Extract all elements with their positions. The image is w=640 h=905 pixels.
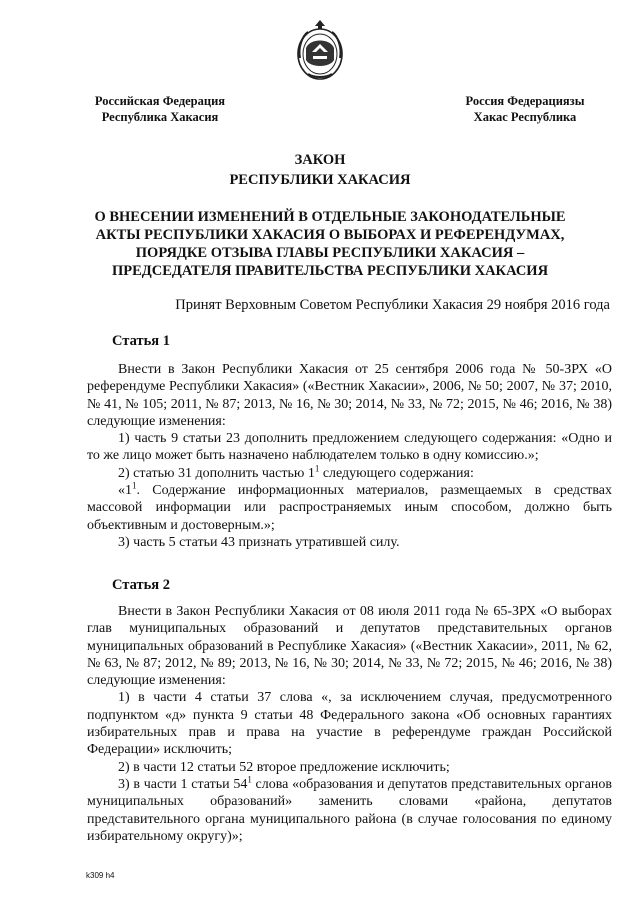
article-1-item-1: 1) часть 9 статьи 23 дополнить предложением следующего содержания: «Одно и то же лицо может быть назначено наблюдателем только в одну комиссию.»;: [87, 431, 612, 464]
article-2-heading: Статья 2: [112, 577, 170, 593]
header-left-line2: Республика Хакасия: [101, 110, 219, 124]
adoption-line: [0, 297, 640, 314]
article-1-intro: Внести в Закон Республики Хакасия от 25 сентября 2006 года № 50-ЗРХ «О референдуме Республики Хакасия» («Вестник Хакасии», 2006, № 50; 2007, № 37; 2010, № 41, № 105; 2011, № 87; 2013, № 16, № 30; 2014, № 33, № 72; 2015, № 46; 2016, № 38) следующие изменения:: [87, 362, 612, 429]
article-2-body: [87, 603, 612, 845]
article-1-quote: «$1^1$. Содержание информационных материалов, размещаемых в средствах массовой информации или распространяемых иным способом, должно быть объективным и достоверным.»;: [87, 480, 612, 533]
document-issuer-title: РЕСПУБЛИКИ ХАКАСИЯ: [229, 172, 411, 188]
adoption-text: Принят Верховным Советом Республики Хакасия 29 ноября 2016 года: [175, 297, 610, 313]
header-left: [85, 93, 235, 125]
article-1-body: [87, 361, 612, 551]
article-2-item-1: 1) в части 4 статьи 37 слова «, за исключением случая, предусмотренного подпунктом «д» пункта 9 статьи 48 Федерального закона «Об основных гарантиях избирательных прав и права на участие в референдуме граждан Российской Федерации» исключить;: [87, 690, 612, 758]
document-type-title: ЗАКОН: [294, 152, 346, 168]
subject-line: О ВНЕСЕНИИ ИЗМЕНЕНИЙ В ОТДЕЛЬНЫЕ ЗАКОНОДАТЕЛЬНЫЕ: [94, 209, 566, 225]
coat-of-arms-emblem: [294, 18, 346, 82]
article-2-intro: Внести в Закон Республики Хакасия от 08 июля 2011 года № 65-ЗРХ «О выборах глав муниципальных образований и депутатов представительных органов муниципальных образований в Республике Хакасия» («Вестник Хакасии», 2011, № 62, № 63, № 87; 2012, № 89; 2013, № 16, № 30; 2014, № 33, № 72; 2015, № 46; 2016, № 38) следующие изменения:: [87, 604, 612, 689]
article-2-item-2: 2) в части 12 статьи 52 второе предложение исключить;: [118, 759, 450, 775]
subject-line: АКТЫ РЕСПУБЛИКИ ХАКАСИЯ О ВЫБОРАХ И РЕФЕРЕНДУМАХ,: [95, 227, 565, 243]
header-right: [440, 93, 610, 125]
article-1-item-2: 2) статью 31 дополнить частью $1^1$ следующего содержания:: [118, 463, 474, 481]
footer-code: k309 h4: [86, 871, 115, 880]
header-right-line2: Хакас Республика: [473, 110, 577, 124]
header-left-line1: Российская Федерация: [94, 94, 226, 108]
subject-line: ПРЕДСЕДАТЕЛЯ ПРАВИТЕЛЬСТВА РЕСПУБЛИКИ ХАКАСИЯ: [111, 263, 549, 279]
subject-line: ПОРЯДКЕ ОТЗЫВА ГЛАВЫ РЕСПУБЛИКИ ХАКАСИЯ –: [135, 245, 525, 261]
article-1-item-3: 3) часть 5 статьи 43 признать утратившей силу.: [118, 534, 400, 550]
law-subject-title: [80, 208, 580, 280]
article-1-heading: Статья 1: [112, 333, 170, 349]
article-2-item-3: 3) в части 1 статьи $54^1$ слова «образования и депутатов представительных органов муниципальных образований» заменить словами «района, депутатов представительного органа муниципального района (в случае голосования по единому избирательному округу)»;: [87, 774, 612, 844]
header-right-line1: Россия Федерациязы: [465, 94, 585, 108]
